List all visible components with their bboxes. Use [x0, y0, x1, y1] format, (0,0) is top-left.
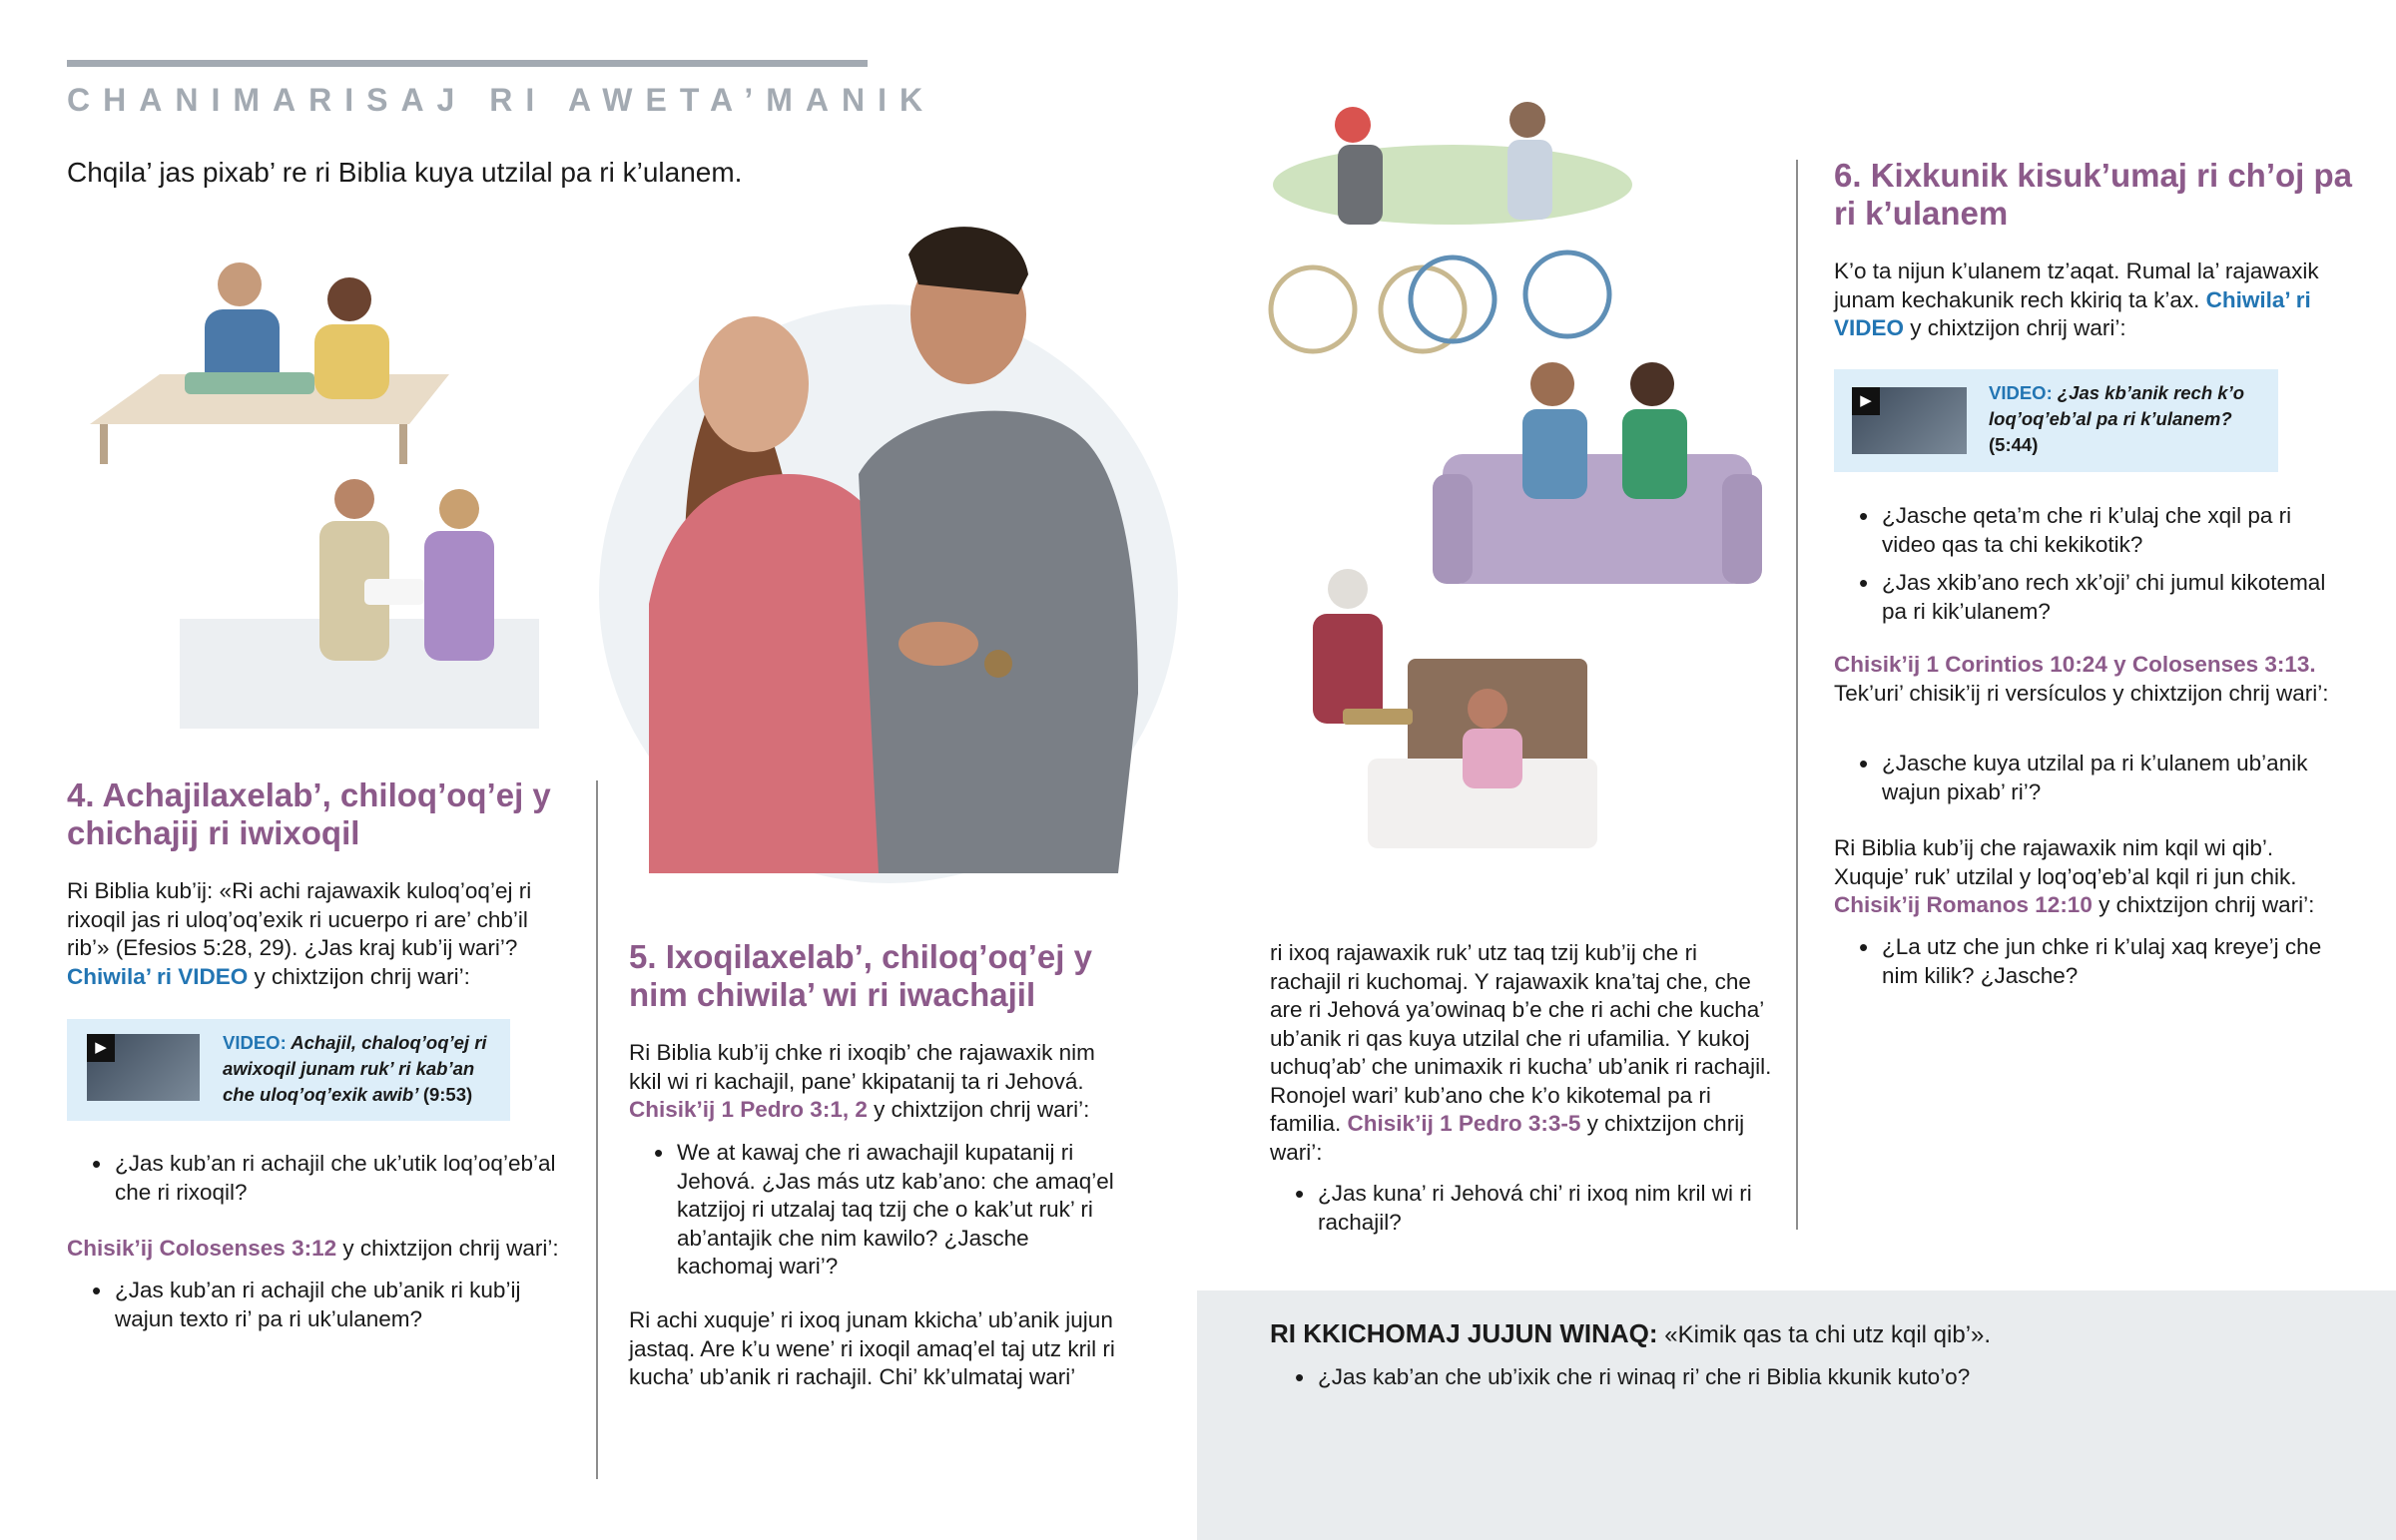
section-kicker: CHANIMARISAJ RI AWETA’MANIK [67, 82, 936, 118]
section6-text: K’o ta nijun k’ulanem tz’aqat. Rumal la’ rajawaxik junam kechakunik rech kkiriq ta k’ax. [1834, 258, 2319, 312]
list-item: • ¿Jas kuna’ ri Jehová chi’ ri ixoq nim kril wi ri rachajil? [1270, 1180, 1774, 1237]
section6-link-tail: y chixtzijon chrij wari’: [1904, 315, 2126, 340]
section4-heading: 4. Achajilaxelab’, chiloq’oq’ej y chichajij ri iwixoqil [67, 776, 551, 851]
scripture-link[interactable]: Chisik’ij Romanos 12:10 [1834, 892, 2093, 917]
section6-bullets-2 [1834, 750, 2343, 816]
section6-video-box[interactable] [1834, 369, 2278, 472]
list-item: • ¿Jasche kuya utzilal pa ri k’ulanem ub’anik wajun pixab’ ri’? [1834, 750, 2343, 806]
ref-tail: y chixtzijon chrij wari’: [867, 1097, 1090, 1122]
video-duration: (5:44) [1989, 434, 2039, 455]
play-icon[interactable]: ▶ [1852, 387, 1880, 415]
ref-tail: Tek’uri’ chisik’ij ri versículos y chixtzijon chrij wari’: [1834, 680, 2329, 706]
scripture-link[interactable]: Chisik’ij Colosenses 3:12 [67, 1236, 337, 1261]
kitchen-couple-illustration [180, 469, 539, 729]
section5-heading: 5. Ixoqilaxelab’, chiloq’oq’ej y nim chiwila’ wi ri iwachajil [629, 938, 1092, 1013]
section6-text-2: Ri Biblia kub’ij che rajawaxik nim kqil wi qib’. Xuquje’ ruk’ utzilal y loq’oq’eb’al kqil ri jun chik. [1834, 835, 2297, 889]
section5-continued-paragraph [1270, 939, 1774, 1167]
couple-illustration [559, 175, 1278, 893]
video-label: VIDEO: [1989, 382, 2053, 403]
video-title: ¿Jas kb’anik rech k’o loq’oq’eb’al pa ri k’ulanem? [1989, 382, 2245, 429]
section6-bullets-3 [1834, 933, 2343, 1000]
list-item: • ¿Jasche qeta’m che ri k’ulaj che xqil pa ri video qas ta chi kekikotik? [1834, 502, 2343, 559]
section5-paragraph [629, 1039, 1118, 1125]
video-label: VIDEO: [223, 1032, 287, 1053]
section5b-text: ri ixoq rajawaxik ruk’ utz taq tzij kub’ij che ri rachajil ri kuchomaj. Y rajawaxik kna’taj che, che are ri Jehová ya’owinaq b’e che ri achi che kucha’ ub’anik ri qas kuya utzilal che ri ufamilia. Y kukoj uchuq’ab’ che unimaxik ri kucha’ ub’anik ri rachajil. Ronojel wari’ kub’ano che k’o kikotemal pa ri familia. [1270, 940, 1772, 1136]
people-say-heading: RI KKICHOMAJ JUJUN WINAQ: [1270, 1318, 1658, 1348]
section4-link-tail: y chixtzijon chrij wari’: [248, 963, 470, 989]
column-divider [1796, 160, 1798, 1230]
ref-tail: y chixtzijon chrij wari’: [1270, 1111, 1745, 1165]
list-item: • ¿Jas kab’an che ub’ixik che ri winaq ri’ che ri Biblia kkunik kuto’o? [1270, 1363, 2268, 1392]
section4-bullets-2 [67, 1277, 566, 1343]
sofa-couple-illustration [1433, 354, 1762, 604]
list-item: • ¿Jas kub’an ri achajil che uk’utik loq’oq’eb’al che ri rixoqil? [67, 1150, 566, 1207]
section5-paragraph-2: Ri achi xuquje’ ri ixoq junam kkicha’ ub’anik jujun jastaq. Are k’u wene’ ri ixoqil amaq’el taj utz kril ri kucha’ ub’anik ri rachajil. Chi’ kk’ulmataj wari’ [629, 1307, 1115, 1389]
video-thumbnail[interactable] [87, 1034, 200, 1101]
list-item: • ¿Jas xkib’ano rech xk’oji’ chi jumul kikotemal pa ri kik’ulanem? [1834, 569, 2343, 626]
section5b-bullets [1270, 1180, 1774, 1247]
study-couple-illustration [80, 255, 459, 464]
ref-tail: y chixtzijon chrij wari’: [2092, 892, 2315, 917]
section5-text: Ri Biblia kub’ij chke ri ixoqib’ che rajawaxik nim kkil wi ri kachajil, pane’ kkipatanij ta ri Jehová. [629, 1040, 1095, 1094]
section4-video-box[interactable] [67, 1019, 510, 1121]
section6-paragraph-2 [1834, 834, 2333, 920]
section6-video-link[interactable]: Chiwila’ ri VIDEO [1834, 286, 2311, 340]
intro-text: Chqila’ jas pixab’ re ri Biblia kuya utzilal pa ri k’ulanem. [67, 157, 743, 188]
scripture-link[interactable]: Chisik’ij 1 Corintios 10:24 y Colosenses 3:13. [1834, 652, 2316, 677]
list-item: • ¿La utz che jun chke ri k’ulaj xaq kreye’j che nim kilik? ¿Jasche? [1834, 933, 2343, 990]
scripture-link[interactable]: Chisik’ij 1 Pedro 3:3-5 [1347, 1111, 1581, 1136]
section6-bullets-1 [1834, 502, 2343, 636]
section4-bullets-1 [67, 1150, 566, 1217]
column-divider [596, 780, 598, 1479]
list-item: • ¿Jas kub’an ri achajil che ub’anik ri kub’ij wajun texto ri’ pa ri uk’ulanem? [67, 1277, 566, 1333]
top-rule [67, 60, 868, 67]
video-title: Achajil, chaloq’oq’ej ri awixoqil junam ruk’ ri kab’an che uloq’oq’exik awib’ [223, 1032, 487, 1105]
section6-video-caption [1989, 380, 2263, 458]
section4-video-caption [223, 1030, 492, 1108]
scripture-link[interactable]: Chisik’ij 1 Pedro 3:1, 2 [629, 1097, 868, 1122]
ref-tail: y chixtzijon chrij wari’: [336, 1236, 559, 1261]
people-say-quote: «Kimik qas ta chi utz kqil qib’». [1657, 1321, 1992, 1348]
section4-ref-line [67, 1235, 586, 1264]
section4-text: Ri Biblia kub’ij: «Ri achi rajawaxik kuloq’oq’ej ri rixoqil jas ri uloq’oq’exik ri ucuerpo ri are’ chb’il rib’» (Efesios 5:28, 29). ¿Jas kraj kub’ij wari’? [67, 878, 532, 960]
bedside-care-illustration [1268, 569, 1607, 878]
section6-heading: 6. Kixkunik kisuk’umaj ri ch’oj pa ri k’ulanem [1834, 157, 2353, 232]
section6-paragraph [1834, 257, 2323, 343]
video-thumbnail[interactable] [1852, 387, 1967, 454]
video-duration: (9:53) [422, 1084, 473, 1105]
section5-bullets [629, 1139, 1118, 1291]
bicycle-couple-illustration [1253, 95, 1642, 364]
list-item: • We at kawaj che ri awachajil kupatanij ri Jehová. ¿Jas más utz kab’ano: che amaq’el katzijoj ri utzalaj taq tzij che o kak’ut ruk’ ri ab’antajik che nim kawilo? ¿Jasche kachomaj wari’? [629, 1139, 1118, 1282]
section6-ref1-paragraph [1834, 651, 2333, 708]
section4-video-link[interactable]: Chiwila’ ri VIDEO [67, 963, 249, 989]
people-say-bullets [1270, 1363, 2268, 1402]
people-say-line [1270, 1318, 1991, 1349]
play-icon[interactable]: ▶ [87, 1034, 115, 1062]
section4-paragraph [67, 877, 546, 991]
